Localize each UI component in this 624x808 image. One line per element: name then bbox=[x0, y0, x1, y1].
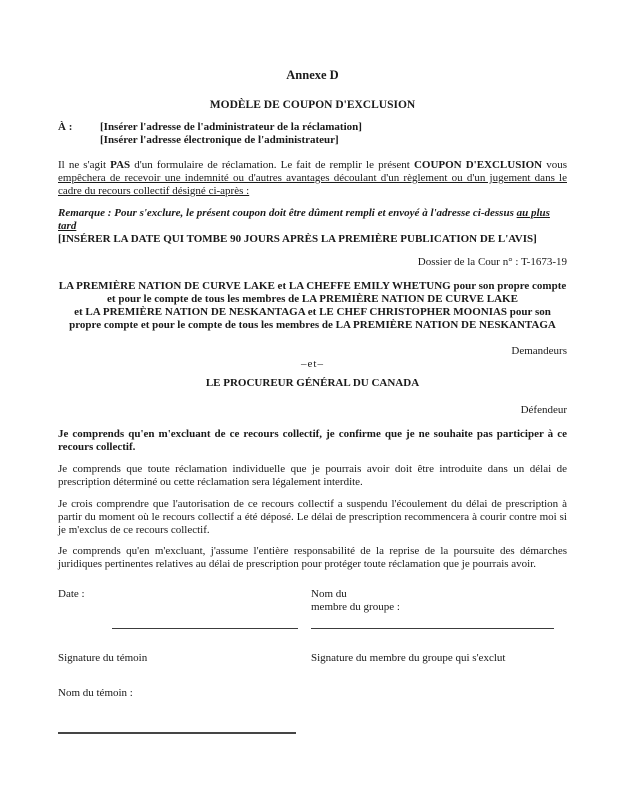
defendant-role-label: Défendeur bbox=[520, 404, 567, 416]
defendant-name: LE PROCUREUR GÉNÉRAL DU CANADA bbox=[205, 377, 420, 389]
intro-paragraph bbox=[58, 159, 567, 198]
plaintiff-line-3: et LA PREMIÈRE NATION DE NESKANTAGA et LE CHEF CHRISTOPHER MOONIAS pour son bbox=[74, 306, 551, 318]
plaintiff-line-2: et pour le compte de tous les membres de LA PREMIÈRE NATION DE CURVE LAKE bbox=[107, 293, 518, 305]
member-name-label-line-2: membre du groupe : bbox=[311, 601, 400, 613]
remark-deadline-text: au plus tard bbox=[58, 207, 550, 232]
intro-emphasis-pas: PAS bbox=[110, 159, 131, 171]
intro-text-3: vous bbox=[542, 159, 567, 171]
member-name-label bbox=[311, 588, 567, 614]
witness-name-row bbox=[58, 687, 567, 700]
court-file-number: Dossier de la Cour n° : T-1673-19 bbox=[417, 256, 567, 268]
witness-name-line bbox=[58, 700, 296, 734]
intro-underlined-text: empêchera de recevoir une indemnité ou d'autres avantages découlant d'un règlement ou d'un jugement dans le cadre du recours collectif désigné ci-après : bbox=[58, 172, 567, 197]
et-separator: –et– bbox=[301, 358, 324, 370]
signature-lines-row bbox=[58, 614, 567, 629]
paragraph-limitation-period: Je comprends que toute réclamation individuelle que je pourrais avoir doit être introduite dans un délai de prescription déterminé ou cette réclamation sera légalement interdite. bbox=[58, 463, 567, 488]
plaintiff-line-1: LA PREMIÈRE NATION DE CURVE LAKE et LA CHEFFE EMILY WHETUNG pour son propre compte bbox=[58, 280, 567, 292]
document-title: MODÈLE DE COUPON D'EXCLUSION bbox=[209, 99, 416, 111]
plaintiff-line-4: propre compte et pour le compte de tous les membres de LA PREMIÈRE NATION DE NESKANTAGA bbox=[69, 319, 556, 331]
member-name-label-line-1: Nom du bbox=[311, 588, 347, 600]
intro-emphasis-coupon: COUPON D'EXCLUSION bbox=[413, 159, 543, 171]
addressee-block bbox=[58, 121, 567, 147]
witness-name-label: Nom du témoin : bbox=[58, 687, 133, 699]
signature-form bbox=[58, 588, 567, 734]
member-signature-label: Signature du membre du groupe qui s'exclut bbox=[311, 652, 506, 664]
form-labels-row bbox=[58, 588, 567, 614]
witness-signature-line bbox=[112, 614, 298, 629]
annex-title: Annexe D bbox=[286, 68, 339, 82]
addressee-lines bbox=[100, 121, 362, 147]
remark-paragraph bbox=[58, 207, 567, 246]
paragraph-exclusion-confirm: Je comprends qu'en m'excluant de ce recours collectif, je confirme que je ne souhaite pas participer à ce recours collectif. bbox=[58, 428, 567, 453]
paragraph-responsibility: Je comprends qu'en m'excluant, j'assume l'entière responsabilité de la reprise de la poursuite des démarches juridiques pertinentes relatives au délai de prescription pour protéger toute réclamation que je pourrais avoir. bbox=[58, 545, 567, 570]
member-signature-line bbox=[311, 614, 554, 629]
addressee-label: À : bbox=[58, 121, 73, 133]
paragraph-suspension: Je crois comprendre que l'autorisation de ce recours collectif a suspendu l'écoulement du délai de prescription à partir du moment où le recours collectif a été déposé. Le délai de prescription recommencera à courir contre moi si je m'exclus de ce recours collectif. bbox=[58, 498, 567, 536]
addressee-line-2: [Insérer l'adresse électronique de l'administrateur] bbox=[100, 134, 339, 146]
intro-text-2: d'un formulaire de réclamation. Le fait de remplir le présent bbox=[130, 159, 414, 171]
addressee-line-1: [Insérer l'adresse de l'administrateur de la réclamation] bbox=[100, 121, 362, 133]
witness-signature-label: Signature du témoin bbox=[58, 652, 148, 664]
witness-name-line-row bbox=[58, 700, 567, 734]
remark-date-placeholder: [INSÉRER LA DATE QUI TOMBE 90 JOURS APRÈS LA PREMIÈRE PUBLICATION DE L'AVIS] bbox=[58, 233, 537, 245]
date-label: Date : bbox=[58, 588, 85, 600]
intro-text-1: Il ne s'agit bbox=[58, 159, 111, 171]
plaintiffs-role-label: Demandeurs bbox=[511, 345, 567, 357]
plaintiffs-block bbox=[58, 280, 567, 332]
signature-labels-row bbox=[58, 652, 567, 665]
remark-italic-text: Remarque : Pour s'exclure, le présent coupon doit être dûment rempli et envoyé à l'adresse ci-dessus bbox=[58, 207, 517, 219]
